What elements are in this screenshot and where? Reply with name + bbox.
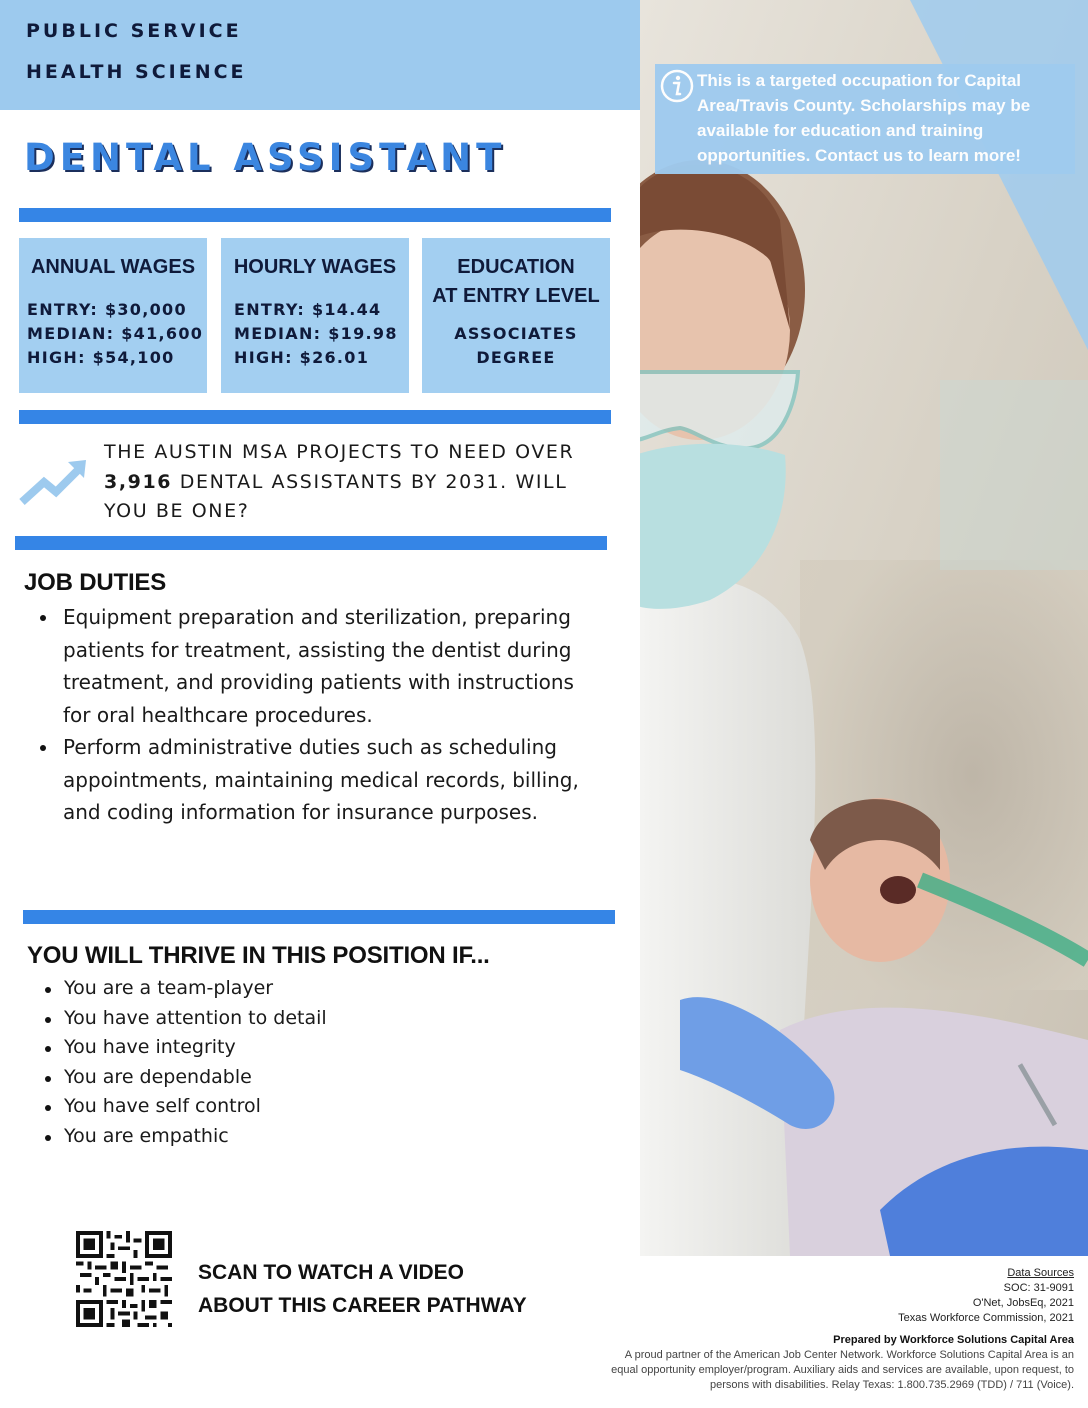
footer [604,1333,1074,1393]
page-title: DENTAL ASSISTANT [24,136,507,179]
callout-text: This is a targeted occupation for Capital Area/Travis County. Scholarships may be available for education and training opportunities. Contact us to learn more! [697,71,1031,165]
source-soc: SOC: 31-9091 [1003,1282,1074,1294]
education-heading [422,253,610,311]
trend-up-arrow-icon [18,456,90,508]
targeted-occupation-callout [655,64,1075,174]
list-item: You have integrity [45,1033,565,1063]
job-duties-heading: JOB DUTIES [24,569,167,596]
hourly-median: MEDIAN: $19.98 [234,324,398,343]
education-value-line1: ASSOCIATES [454,324,578,343]
list-item: Perform administrative duties such as scheduling appointments, maintaining medical records, billing, and coding information for insurance purposes. [40,731,580,829]
header-band [0,0,640,110]
projection-number: 3,916 [104,470,173,493]
projection-text-after: DENTAL ASSISTANTS BY 2031. WILL YOU BE ONE? [104,470,568,522]
hourly-entry: ENTRY: $14.44 [234,300,382,319]
annual-wages-heading: ANNUAL WAGES [30,256,196,278]
dental-assistant-photo [640,0,1088,1256]
projection-statement [104,438,619,527]
info-icon [659,68,695,104]
career-pathway-label: HEALTH SCIENCE [26,61,247,83]
disclaimer: A proud partner of the American Job Center Network. Workforce Solutions Capital Area is an equal opportunity employer/program. Auxiliary aids and services are available, upon request, to persons with disabilities. Relay Texas: 1.800.735.2969 (TDD) / 711 (Voice). [611,1349,1074,1391]
projection-text-before: THE AUSTIN MSA PROJECTS TO NEED OVER [104,441,575,463]
divider [15,536,607,550]
prepared-by: Prepared by Workforce Solutions Capital Area [833,1334,1074,1346]
education-value [422,322,610,370]
hourly-high: HIGH: $26.01 [234,348,370,367]
scan-cta-line2: ABOUT THIS CAREER PATHWAY [198,1294,527,1317]
career-cluster-label: PUBLIC SERVICE [26,20,242,42]
education-box [422,238,610,393]
thrive-list [45,974,565,1152]
annual-median: MEDIAN: $41,600 [27,324,204,343]
list-item: You have self control [45,1092,565,1122]
scan-cta [198,1256,527,1322]
divider [19,208,611,222]
education-heading-line2: AT ENTRY LEVEL [432,285,600,307]
annual-entry: ENTRY: $30,000 [27,300,187,319]
data-sources [898,1266,1074,1326]
divider [23,910,615,924]
source-onet: O'Net, JobsEq, 2021 [972,1297,1074,1309]
list-item: You are a team-player [45,974,565,1004]
divider [19,410,611,424]
list-item: You are dependable [45,1063,565,1093]
job-duties-list [40,601,580,829]
list-item: You have attention to detail [45,1004,565,1034]
hourly-wages-box [221,238,409,393]
source-twc: Texas Workforce Commission, 2021 [898,1312,1074,1324]
annual-wages-values [27,298,203,370]
qr-code-icon[interactable] [76,1231,172,1327]
hourly-wages-values [234,298,398,370]
education-value-line2: DEGREE [476,348,556,367]
annual-wages-box [19,238,207,393]
scan-cta-line1: SCAN TO WATCH A VIDEO [198,1261,465,1284]
thrive-heading: YOU WILL THRIVE IN THIS POSITION IF... [27,942,490,969]
data-sources-heading[interactable]: Data Sources [1007,1267,1074,1279]
annual-high: HIGH: $54,100 [27,348,175,367]
education-heading-line1: EDUCATION [457,256,575,278]
list-item: You are empathic [45,1122,565,1152]
hourly-wages-heading: HOURLY WAGES [233,256,397,278]
list-item: Equipment preparation and sterilization, preparing patients for treatment, assisting the dentist during treatment, and providing patients with instructions for oral healthcare procedures. [40,601,580,731]
